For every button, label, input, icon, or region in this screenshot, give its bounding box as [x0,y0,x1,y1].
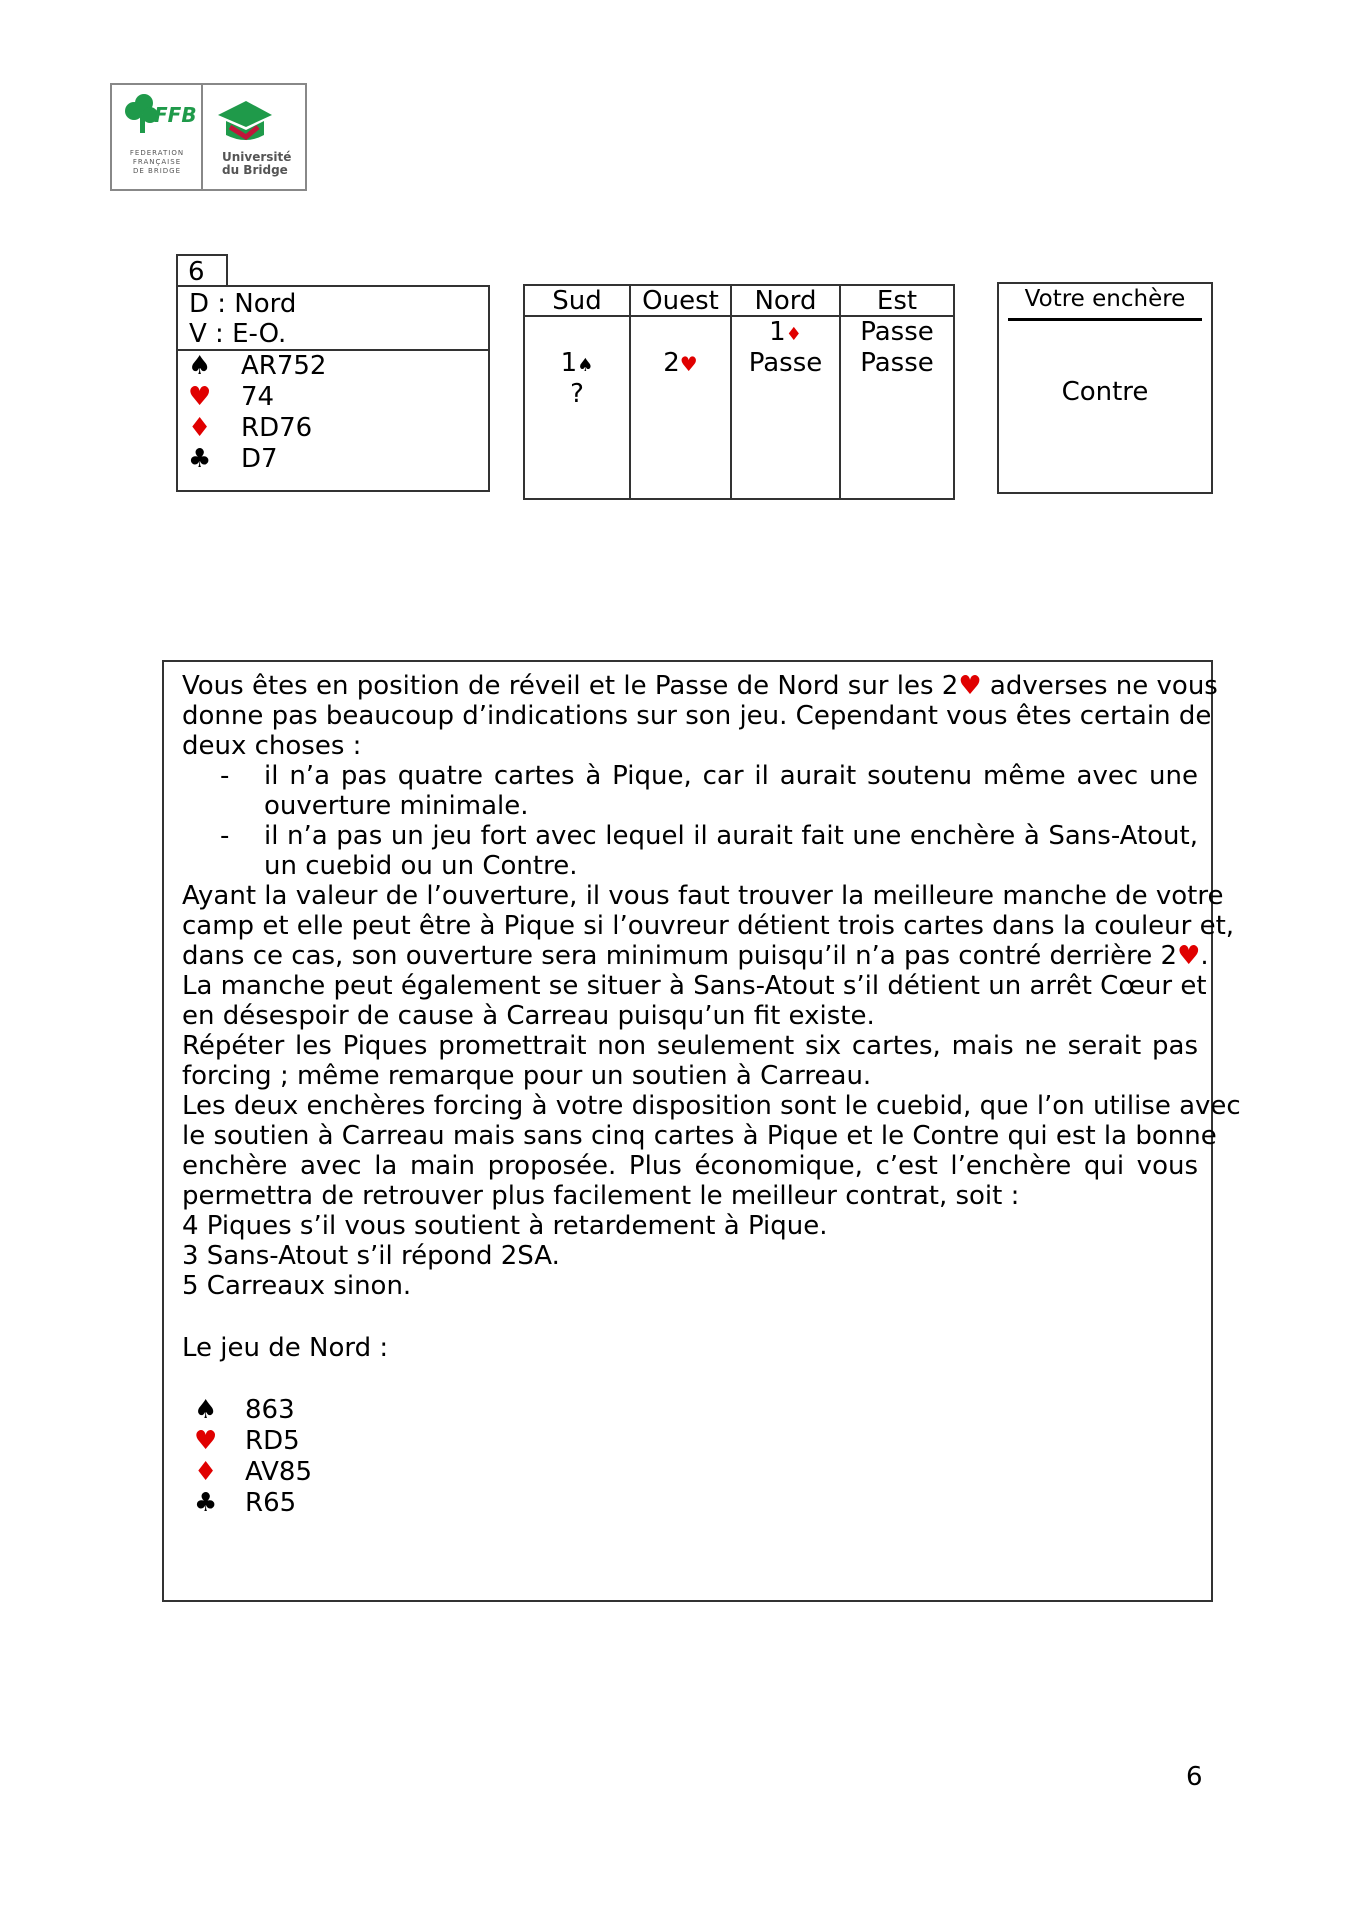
commentary-box [162,660,1241,1602]
dealer-info: D : Nord [189,289,297,319]
heart-icon: ♥ [1177,941,1201,971]
page-number: 6 [1186,1762,1203,1792]
suit-diamond-icon: ♦ [194,1457,218,1487]
commentary-line: Les deux enchères forcing à votre disposition sont le cuebid, que l’on utilise avec [182,1091,1241,1121]
bid-est-1: Passe [860,317,934,347]
bid-nord-2: Passe [748,348,823,378]
ffb-mark: FFB [154,103,197,127]
bid-sud-3: ? [570,379,584,409]
header-est: Est [876,286,918,316]
commentary-line: camp et elle peut être à Pique si l’ouvreur détient trois cartes dans la couleur et, [182,911,1235,941]
commentary-line: forcing ; même remarque pour un soutien à Carreau. [182,1061,872,1091]
commentary-line: enchère avec la main proposée. Plus économique, c’est l’enchère qui vous [182,1151,1198,1181]
bidding-table [523,284,955,500]
bullet-dash: - [220,761,230,791]
heart-icon: ♥ [958,671,982,701]
club-cards: D7 [241,444,278,474]
hand-box [176,285,490,492]
commentary-line: Ayant la valeur de l’ouverture, il vous faut trouver la meilleure manche de votre [182,881,1224,911]
suit-spade-icon: ♠ [188,351,212,381]
answer-title: Votre enchère [1024,286,1186,312]
commentary-line: Répéter les Piques promettrait non seulement six cartes, mais ne serait pas [182,1031,1198,1061]
north-hand-title: Le jeu de Nord : [182,1333,389,1363]
heart-cards: 74 [241,382,275,412]
header-nord: Nord [754,286,817,316]
suit-spade-icon: ♠ [194,1395,218,1425]
spade-icon: ♠ [577,355,594,376]
diamond-icon: ♦ [785,324,802,345]
commentary-line: donne pas beaucoup d’indications sur son jeu. Cependant vous êtes certain de [182,701,1212,731]
commentary-line: Vous êtes en position de réveil et le Passe de Nord sur les 2♥ adverses ne vous [182,671,1218,701]
commentary-line: le soutien à Carreau mais sans cinq cartes à Pique et le Contre qui est la bonne [182,1121,1217,1151]
ffb-name: FEDERATION FRANÇAISE DE BRIDGE [129,149,185,175]
contract-option: 3 Sans-Atout s’il répond 2SA. [182,1241,560,1271]
diamond-cards: RD76 [241,413,313,443]
commentary-line: dans ce cas, son ouverture sera minimum puisqu’il n’a pas contré derrière 2♥. [182,941,1209,971]
bid-est-2: Passe [860,348,934,378]
commentary-line: La manche peut également se situer à Sans-Atout s’il détient un arrêt Cœur et [182,971,1207,1001]
hand-divider [178,349,488,351]
answer-title-underline [1008,318,1202,321]
answer-box [997,282,1213,494]
ffb-logo [110,83,307,191]
bid-nord-1: 1♦ [769,317,802,347]
bid-ouest-2: 2♥ [663,348,698,378]
university-cap-icon [212,97,274,147]
deal-number-box [176,254,228,287]
suit-heart-icon: ♥ [188,382,212,412]
suit-club-icon: ♣ [188,444,212,474]
vulnerability-info: V : E-O. [189,319,287,349]
north-heart-cards: RD5 [245,1426,300,1456]
commentary-line: deux choses : [182,731,362,761]
spade-cards: AR752 [241,351,327,381]
commentary-line: il n’a pas un jeu fort avec lequel il aurait fait une enchère à Sans-Atout, [264,821,1198,851]
bid-sud-2: 1♠ [560,348,594,378]
header-sud: Sud [552,286,602,316]
suit-diamond-icon: ♦ [188,413,212,443]
commentary-line: ouverture minimale. [264,791,529,821]
commentary-line: permettra de retrouver plus facilement le meilleur contrat, soit : [182,1181,1020,1211]
answer-bid: Contre [1061,377,1149,407]
commentary-line: en désespoir de cause à Carreau puisqu’un fit existe. [182,1001,875,1031]
suit-club-icon: ♣ [194,1488,218,1518]
heart-icon: ♥ [679,352,698,376]
north-diamond-cards: AV85 [245,1457,312,1487]
university-name: Université du Bridge [222,150,292,177]
north-spade-cards: 863 [245,1395,295,1425]
commentary-line: un cuebid ou un Contre. [264,851,578,881]
logo-divider [201,85,203,189]
header-ouest: Ouest [642,286,719,316]
bullet-dash: - [220,821,230,851]
deal-number: 6 [188,257,205,287]
contract-option: 5 Carreaux sinon. [182,1271,412,1301]
suit-heart-icon: ♥ [194,1426,218,1456]
contract-option: 4 Piques s’il vous soutient à retardement à Pique. [182,1211,828,1241]
commentary-line: il n’a pas quatre cartes à Pique, car il aurait soutenu même avec une [264,761,1198,791]
north-club-cards: R65 [245,1488,297,1518]
